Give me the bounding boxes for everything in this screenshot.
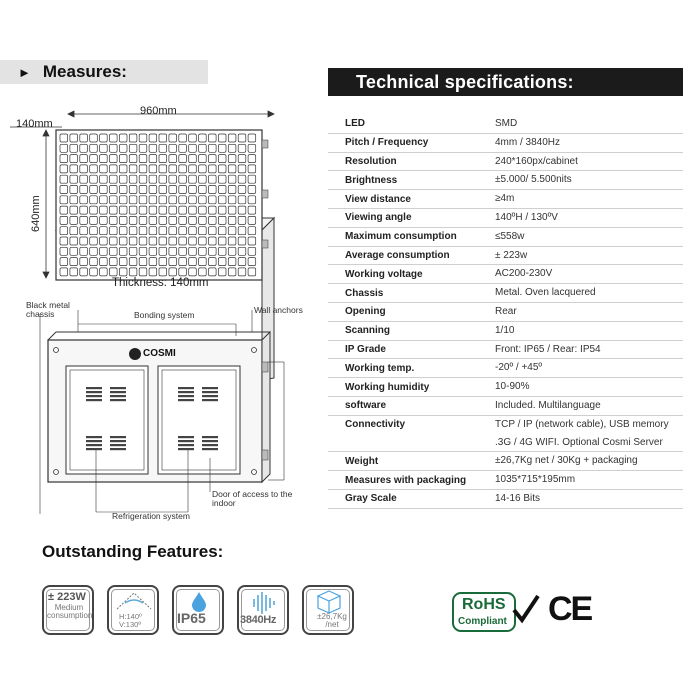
door-label: Door of access to the indoor <box>212 489 293 508</box>
rohs-title: RoHS <box>462 596 506 613</box>
feature-ip65 <box>172 585 224 635</box>
weight-caption: ±26,7Kg /net <box>317 612 347 629</box>
spec-key: Average consumption <box>345 249 450 261</box>
spec-value: 140ºH / 130ºV <box>495 211 558 223</box>
spec-value: 14-16 Bits <box>495 492 541 504</box>
spec-row <box>328 378 683 397</box>
spec-value: Metal. Oven lacquered <box>495 287 596 299</box>
ip-label: IP65 <box>177 610 206 626</box>
spec-row <box>328 228 683 247</box>
spec-key: Pitch / Frequency <box>345 137 429 149</box>
ce-mark: CE <box>548 590 592 628</box>
spec-row <box>328 209 683 228</box>
spec-key: Maximum consumption <box>345 231 457 243</box>
spec-row <box>328 171 683 190</box>
spec-key: Working humidity <box>345 381 430 393</box>
arrow-right-icon: ► <box>18 64 31 80</box>
spec-key: Chassis <box>345 287 384 299</box>
spec-key: Working temp. <box>345 362 415 374</box>
spec-row <box>328 490 683 509</box>
spec-value: 1035*715*195mm <box>495 474 576 486</box>
spec-row <box>328 452 683 471</box>
viewing-angle-icon <box>111 589 157 613</box>
spec-value: ≥4m <box>495 193 515 205</box>
spec-row <box>328 416 683 453</box>
measures-header <box>0 60 208 84</box>
spec-value: -20º / +45º <box>495 362 543 374</box>
depth-label: 140mm <box>16 118 53 130</box>
spec-key: Opening <box>345 306 386 318</box>
cosmi-logo: COSMI <box>143 348 176 359</box>
spec-key: Working voltage <box>345 268 423 280</box>
angle-caption: H:140º V:130º <box>119 612 142 629</box>
spec-key: Scanning <box>345 325 391 337</box>
spec-row <box>328 265 683 284</box>
feature-viewing-angle <box>107 585 159 635</box>
consumption-caption: Medium consumption <box>47 603 93 620</box>
wall-anchors-label: Wall anchors <box>254 305 303 315</box>
spec-key: Weight <box>345 455 379 467</box>
spec-row <box>328 341 683 360</box>
spec-value: SMD <box>495 118 518 129</box>
feature-consumption <box>42 585 94 635</box>
spec-value: 4mm / 3840Hz <box>495 136 561 148</box>
spec-value: 240*160px/cabinet <box>495 155 578 167</box>
spec-row <box>328 134 683 153</box>
spec-row <box>328 153 683 172</box>
spec-value: ± 223w <box>495 249 528 261</box>
spec-key: Brightness <box>345 174 398 186</box>
specs-title: Technical specifications: <box>356 71 574 92</box>
frequency-label: 3840Hz <box>240 614 277 626</box>
spec-row <box>328 115 683 134</box>
spec-value: 10-90% <box>495 381 530 393</box>
cabinet-rear-view <box>40 310 284 514</box>
spec-row <box>328 190 683 209</box>
spec-value: 1/10 <box>495 324 515 336</box>
spec-table <box>328 115 683 509</box>
spec-row <box>328 471 683 490</box>
consumption-value: ± 223W <box>48 591 86 603</box>
spec-row <box>328 397 683 416</box>
rohs-subtitle: Compliant <box>458 616 507 627</box>
spec-key: Viewing angle <box>345 212 412 224</box>
spec-row <box>328 284 683 303</box>
spec-row <box>328 322 683 341</box>
height-label: 640mm <box>30 195 42 232</box>
spec-value: TCP / IP (network cable), USB memory .3G / 4G WIFI. Optional Cosmi Server <box>495 418 669 448</box>
feature-weight <box>302 585 354 635</box>
refrigeration-label: Refrigeration system <box>112 511 190 521</box>
spec-key: LED <box>345 118 365 130</box>
frequency-icon <box>241 589 287 615</box>
spec-row <box>328 359 683 378</box>
spec-value: ≤558w <box>495 230 525 242</box>
spec-value: ±5.000/ 5.500nits <box>495 174 572 186</box>
spec-key: View distance <box>345 193 411 205</box>
spec-key: Resolution <box>345 155 397 167</box>
spec-value: Front: IP65 / Rear: IP54 <box>495 343 601 355</box>
spec-value: Included. Multilanguage <box>495 399 601 411</box>
box-icon <box>306 588 352 614</box>
rohs-badge <box>452 592 516 632</box>
black-metal-chassis-label: Black metal chassis <box>26 300 70 319</box>
spec-value: AC200-230V <box>495 268 553 280</box>
spec-key: IP Grade <box>345 343 386 355</box>
bonding-system-label: Bonding system <box>134 310 195 320</box>
spec-value: Rear <box>495 305 517 317</box>
width-label: 960mm <box>140 105 177 117</box>
spec-key: Connectivity <box>345 418 406 430</box>
feature-frequency <box>237 585 289 635</box>
spec-value: ±26,7Kg net / 30Kg + packaging <box>495 455 638 467</box>
checkmark-icon <box>512 594 540 624</box>
spec-row <box>328 303 683 322</box>
spec-row <box>328 247 683 266</box>
measures-title: Measures: <box>42 62 127 81</box>
spec-key: software <box>345 400 387 412</box>
specs-header <box>328 68 683 96</box>
thickness-label: Thickness: 140mm <box>112 277 209 289</box>
spec-key: Measures with packaging <box>345 474 467 486</box>
features-title: Outstanding Features: <box>42 542 224 561</box>
spec-key: Gray Scale <box>345 493 397 505</box>
